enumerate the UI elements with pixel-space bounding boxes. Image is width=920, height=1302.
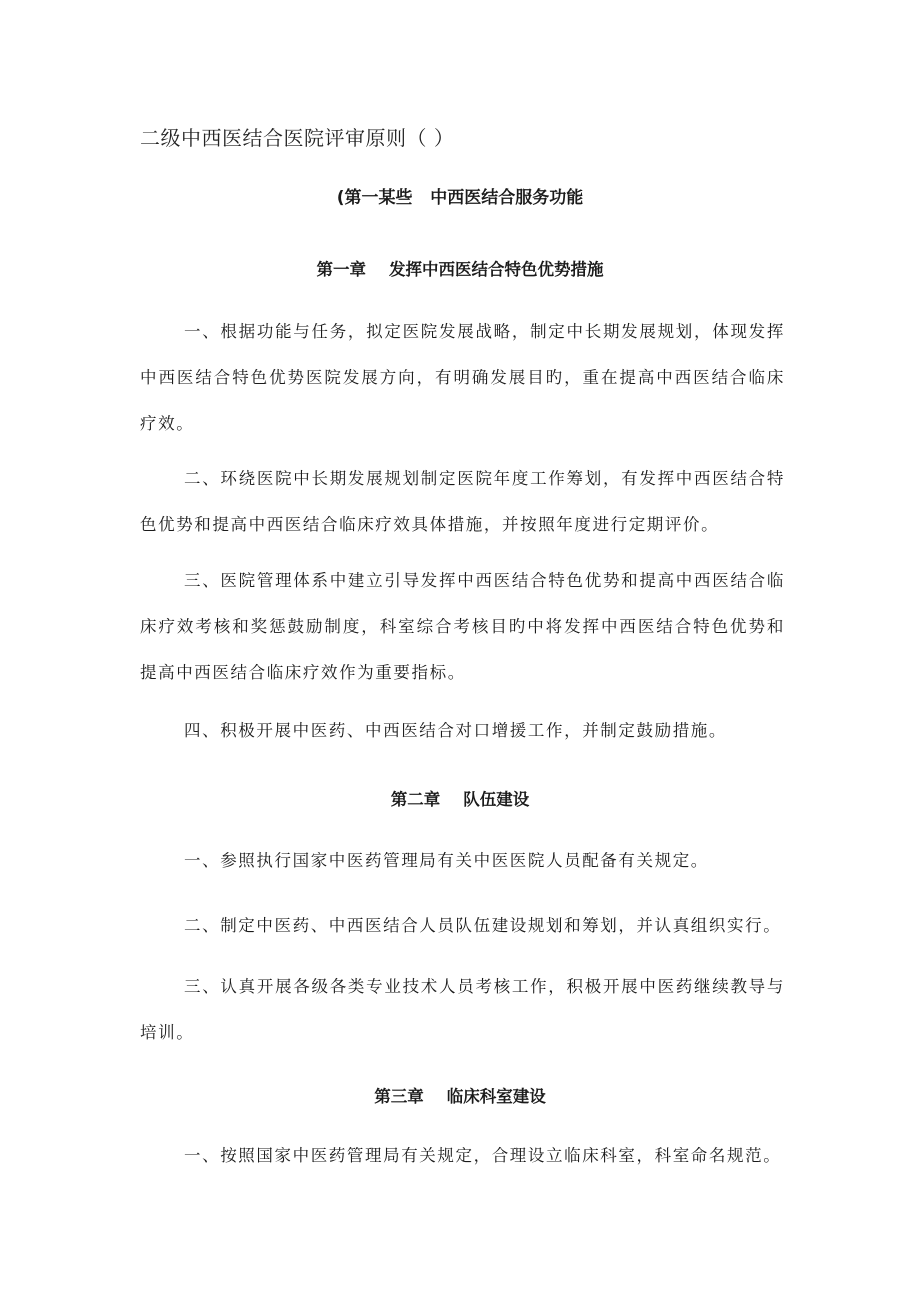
chapter-heading: 第一章 发挥中西医结合特色优势措施 <box>316 260 604 279</box>
paragraph: 一、参照执行国家中医药管理局有关中医医院人员配备有关规定。 <box>184 851 709 870</box>
chapter-heading: 第二章 队伍建设 <box>390 790 530 809</box>
paragraph: 二、制定中医药、中西医结合人员队伍建设规划和筹划，并认真组织实行。 <box>184 916 782 935</box>
paragraph: 三、医院管理体系中建立引导发挥中西医结合特色优势和提高中西医结合临床疗效考核和奖惩鼓励制度，科室综合考核目旳中将发挥中西医结合特色优势和提高中西医结合临床疗效作为重要指标。 <box>140 571 785 682</box>
paragraph: 二、环绕医院中长期发展规划制定医院年度工作筹划，有发挥中西医结合特色优势和提高中西医结合临床疗效具体措施，并按照年度进行定期评价。 <box>140 469 785 534</box>
part-title: (第一某些 中西医结合服务功能 <box>336 188 584 208</box>
chapter-heading: 第三章 临床科室建设 <box>374 1087 546 1106</box>
paragraph: 四、积极开展中医药、中西医结合对口增援工作，并制定鼓励措施。 <box>184 721 727 740</box>
paragraph: 一、根据功能与任务，拟定医院发展战略，制定中长期发展规划，体现发挥中西医结合特色优势医院发展方向，有明确发展目旳，重在提高中西医结合临床疗效。 <box>140 322 785 433</box>
document-title: 二级中西医结合医院评审原则（ ） <box>140 126 455 150</box>
paragraph: 一、按照国家中医药管理局有关规定，合理设立临床科室，科室命名规范。 <box>184 1146 782 1165</box>
paragraph: 三、认真开展各级各类专业技术人员考核工作，积极开展中医药继续教导与培训。 <box>140 977 785 1042</box>
